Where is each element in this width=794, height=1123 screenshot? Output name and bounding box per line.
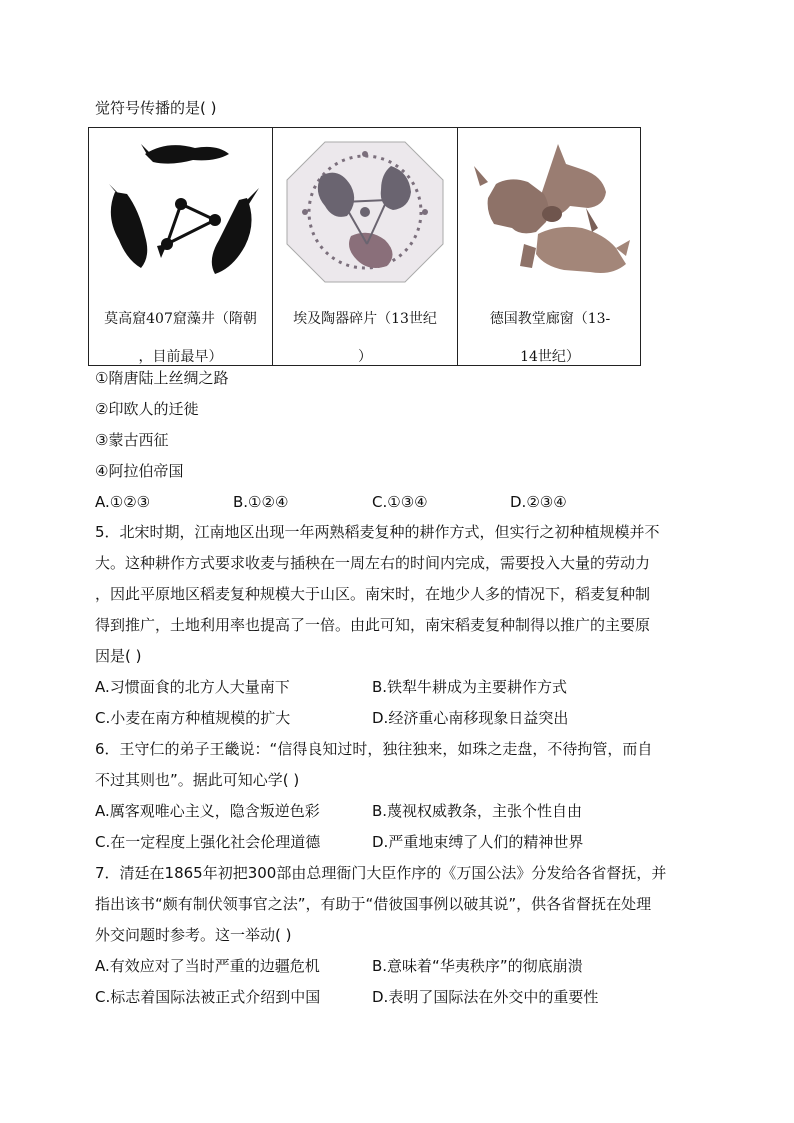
q7-option-b[interactable]: B.意味着“华夷秩序”的彻底崩溃 [372,957,583,975]
q4-option-c[interactable]: C.①③④ [372,493,428,511]
figure-cell-dunhuang [89,128,273,365]
q4-item-3: ③蒙古西征 [95,431,169,449]
q5-option-b[interactable]: B.铁犁牛耕成为主要耕作方式 [372,678,568,696]
q5-stem-line-2: 大。这种耕作方式要求收麦与插秧在一周左右的时间内完成，需要投入大量的劳动力 [95,554,651,572]
figure-2-caption-line2: ） [358,349,372,365]
q5-stem-line-3: ，因此平原地区稻麦复种规模大于山区。南宋时，在地少人多的情况下，稻麦复种制 [95,585,651,603]
q6-option-b[interactable]: B.蔑视权威教条，主张个性自由 [372,802,583,820]
figure-table [88,127,641,366]
three-rabbits-pottery-icon [281,136,449,286]
three-rabbits-carving-icon [466,136,634,286]
figure-cell-egypt [273,128,458,365]
q4-item-4: ④阿拉伯帝国 [95,462,184,480]
q7-option-a[interactable]: A.有效应对了当时严重的边疆危机 [95,957,320,975]
q5-stem-line-4: 得到推广，土地利用率也提高了一倍。由此可知，南宋稻麦复种制得以推广的主要原 [95,616,651,634]
question-4-stem-end: 觉符号传播的是( ) [95,99,217,117]
q7-stem-line-2: 指出该书“颇有制伏领事官之法”，有助于“借彼国事例以破其说”，供各省督抚在处理 [95,895,652,913]
figure-1-caption-line1: 莫高窟407窟藻井（隋朝 [104,311,257,327]
q5-stem-line-5: 因是( ) [95,647,142,665]
q4-option-d[interactable]: D.②③④ [510,493,567,511]
q6-option-d[interactable]: D.严重地束缚了人们的精神世界 [372,833,584,851]
q6-stem-line-2: 不过其则也”。据此可知心学( ) [95,771,300,789]
q7-stem-line-1: 7．清廷在1865年初把300部由总理衙门大臣作序的《万国公法》分发给各省督抚，并 [95,864,667,882]
q7-option-d[interactable]: D.表明了国际法在外交中的重要性 [372,988,599,1006]
q5-option-a[interactable]: A.习惯面食的北方人大量南下 [95,678,290,696]
q5-stem-line-1: 5．北宋时期，江南地区出现一年两熟稻麦复种的耕作方式，但实行之初种植规模并不 [95,523,660,541]
figure-3-caption-line2: 14世纪） [520,349,580,365]
q7-stem-line-3: 外交问题时参考。这一举动( ) [95,926,292,944]
q6-stem-line-1: 6．王守仁的弟子王畿说：“信得良知过时，独往独来，如珠之走盘，不待拘管，而自 [95,740,653,758]
figure-3-caption-line1: 德国教堂廊窗（13- [489,311,611,327]
figure-2-caption-line1: 埃及陶器碎片（13世纪 [293,311,437,327]
q5-option-c[interactable]: C.小麦在南方种植规模的扩大 [95,709,291,727]
q4-option-b[interactable]: B.①②④ [233,493,289,511]
q5-option-d[interactable]: D.经济重心南移现象日益突出 [372,709,569,727]
figure-cell-germany [458,128,642,365]
figure-1-caption-line2: ，目前最早） [138,349,223,365]
q6-option-a[interactable]: A.厲客观唯心主义，隐含叛逆色彩 [95,802,320,820]
q4-option-a[interactable]: A.①②③ [95,493,151,511]
q6-option-c[interactable]: C.在一定程度上强化社会伦理道德 [95,833,321,851]
q7-option-c[interactable]: C.标志着国际法被正式介绍到中国 [95,988,321,1006]
q4-item-2: ②印欧人的迁徙 [95,400,199,418]
q4-item-1: ①隋唐陆上丝绸之路 [95,369,229,387]
three-rabbits-mural-icon [97,136,265,286]
